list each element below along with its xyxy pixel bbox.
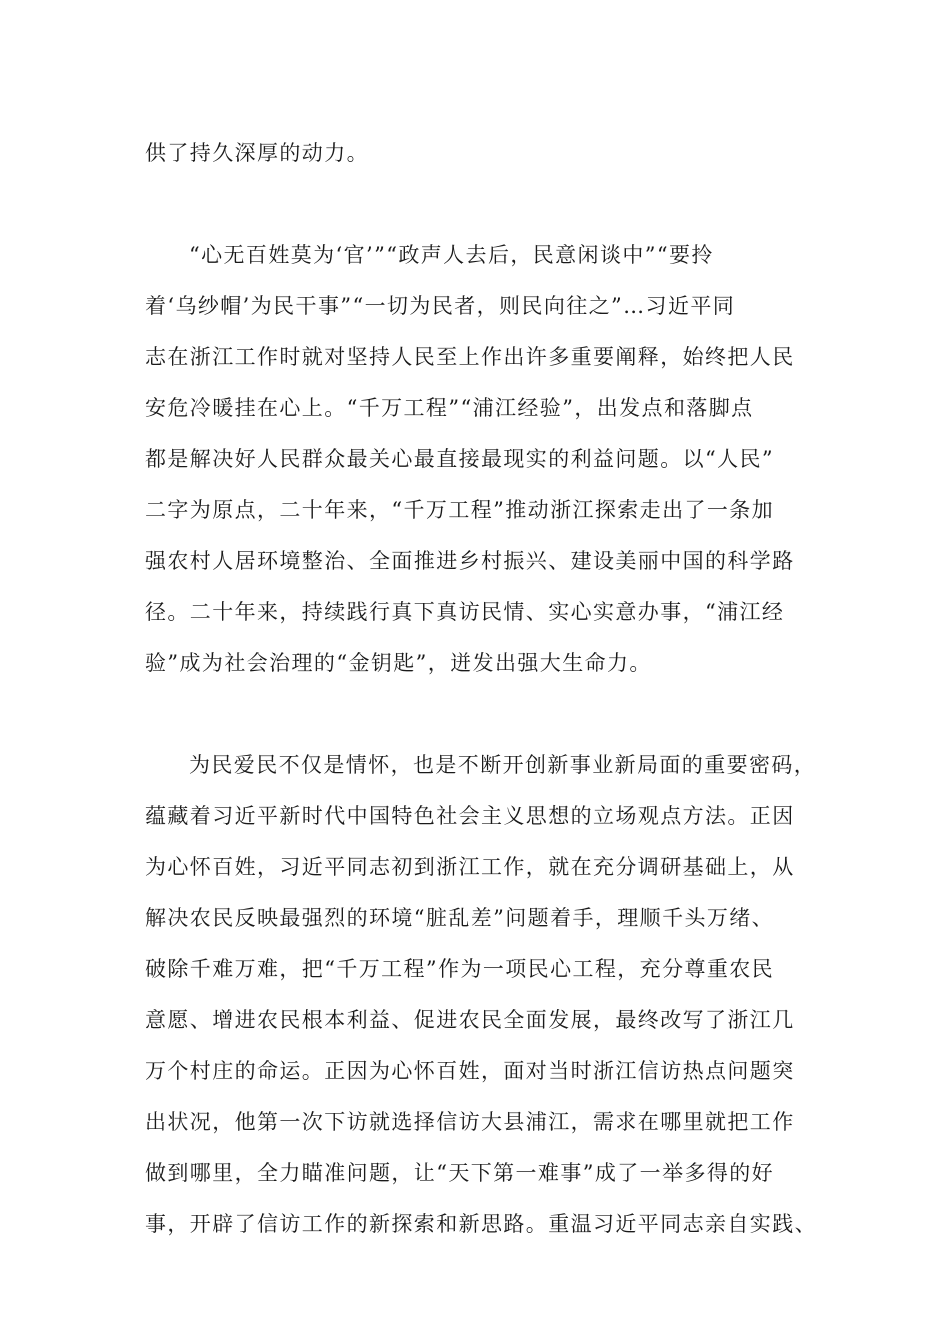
text-line: 安危冷暖挂在心上。“千万工程”“浦江经验”，出发点和落脚点 xyxy=(145,396,754,420)
text-line: 二字为原点，二十年来，“千万工程”推动浙江探索走出了一条加 xyxy=(145,498,775,522)
paragraph-gap xyxy=(145,689,825,740)
text-line: 志在浙江工作时就对坚持人民至上作出许多重要阐释，始终把人民 xyxy=(145,345,795,369)
text-line: 都是解决好人民群众最关心最直接最现实的利益问题。以“人民” xyxy=(145,447,775,471)
text-line: 着‘乌纱帽’为民干事”“一切为民者，则民向往之”…习近平同 xyxy=(145,294,736,318)
paragraph-1 xyxy=(145,128,825,179)
text-line: 万个村庄的命运。正因为心怀百姓，面对当时浙江信访热点问题突 xyxy=(145,1059,795,1083)
text-line: 解决农民反映最强烈的环境“脏乱差”问题着手，理顺千头万绪、 xyxy=(145,906,775,930)
paragraph-2 xyxy=(145,230,825,689)
text-line: 意愿、增进农民根本利益、促进农民全面发展，最终改写了浙江几 xyxy=(145,1008,795,1032)
document-body xyxy=(145,128,825,1250)
text-line: 事，开辟了信访工作的新探索和新思路。重温习近平同志亲自实践、 xyxy=(145,1212,817,1236)
text-line: 验”成为社会治理的“金钥匙”，迸发出强大生命力。 xyxy=(145,651,652,675)
paragraph-gap xyxy=(145,179,825,230)
text-line: 出状况，他第一次下访就选择信访大县浦江，需求在哪里就把工作 xyxy=(145,1110,795,1134)
text-line: 为心怀百姓，习近平同志初到浙江工作，就在充分调研基础上，从 xyxy=(145,855,795,879)
text-line: 强农村人居环境整治、全面推进乡村振兴、建设美丽中国的科学路 xyxy=(145,549,795,573)
text-line: 蕴藏着习近平新时代中国特色社会主义思想的立场观点方法。正因 xyxy=(145,804,795,828)
paragraph-3 xyxy=(145,740,825,1250)
text-line: 供了持久深厚的动力。 xyxy=(145,141,369,165)
text-line: 径。二十年来，持续践行真下真访民情、实心实意办事，“浦江经 xyxy=(145,600,785,624)
text-line: 做到哪里，全力瞄准问题，让“天下第一难事”成了一举多得的好 xyxy=(145,1161,775,1185)
text-line: “心无百姓莫为‘官’”“政声人去后，民意闲谈中”“要拎 xyxy=(189,243,714,267)
text-line: 为民爱民不仅是情怀，也是不断开创新事业新局面的重要密码， xyxy=(189,753,817,777)
text-line: 破除千难万难，把“千万工程”作为一项民心工程，充分尊重农民 xyxy=(145,957,775,981)
